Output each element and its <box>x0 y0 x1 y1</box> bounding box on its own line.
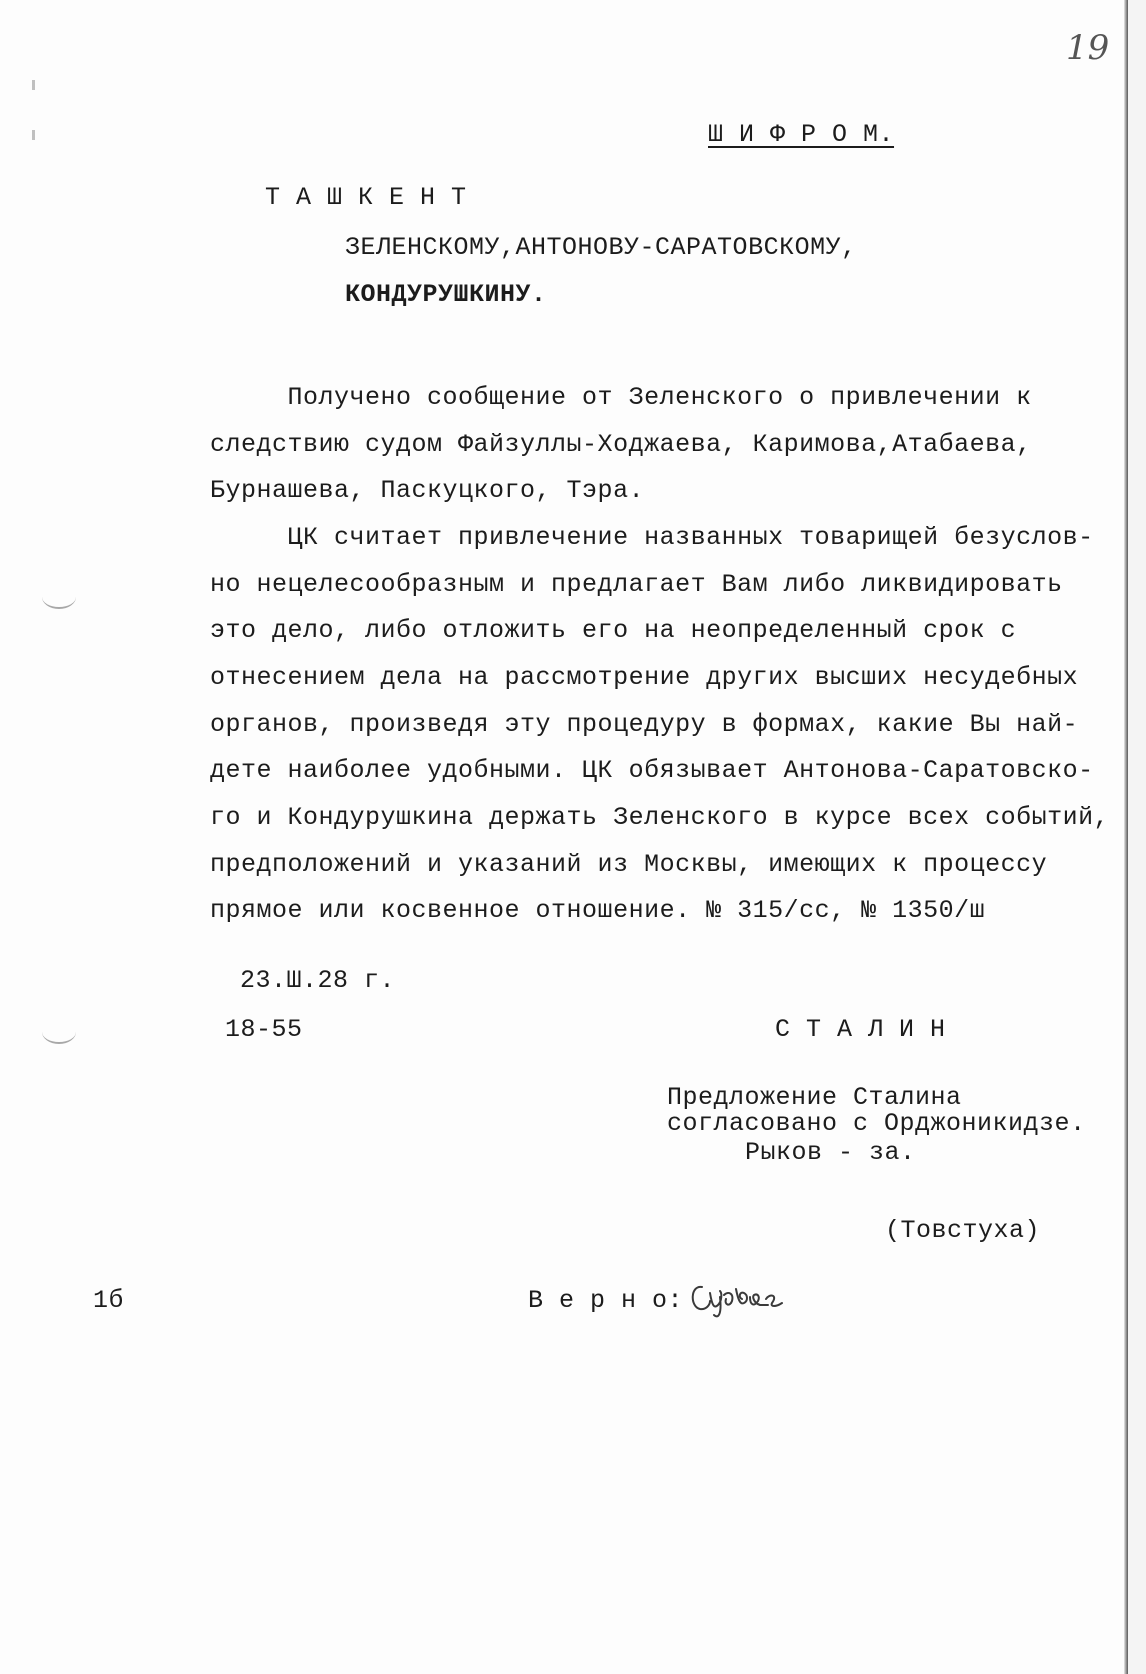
copy-count: 1б <box>93 1286 125 1315</box>
body-line: это дело, либо отложить его на неопределенный срок с <box>210 616 1017 645</box>
punch-hole <box>42 585 76 609</box>
certified-label: В е р н о: <box>528 1286 684 1315</box>
address-recipients-line1: ЗЕЛЕНСКОМУ,АНТОНОВУ-САРАТОВСКОМУ, <box>345 233 857 262</box>
approval-note-line3: Рыков - за. <box>745 1138 916 1167</box>
scan-mark <box>32 80 35 90</box>
document-time: 18-55 <box>225 1015 303 1044</box>
body-line: Получено сообщение от Зеленского о привлечении к <box>210 383 1032 412</box>
body-line: дете наиболее удобными. ЦК обязывает Антонова-Саратовско- <box>210 756 1094 785</box>
body-line: отнесением дела на рассмотрение других высших несудебных <box>210 663 1079 692</box>
body-line: следствию судом Файзуллы-Ходжаева, Каримова,Атабаева, <box>210 430 1032 459</box>
scan-mark <box>32 130 35 140</box>
document-date: 23.Ш.28 г. <box>240 966 396 995</box>
body-line: органов, произведя эту процедуру в формах, какие Вы най- <box>210 710 1079 739</box>
paper-edge-shadow <box>1124 0 1128 1674</box>
secretary-name: (Товстуха) <box>885 1216 1041 1245</box>
cipher-mark: Ш И Ф Р О М. <box>708 120 895 149</box>
approval-note-line2: согласовано с Орджоникидзе. <box>667 1109 1086 1138</box>
archive-page-number: 19 <box>1066 28 1110 68</box>
approval-note-line1: Предложение Сталина <box>667 1083 962 1112</box>
handwritten-signature <box>688 1275 808 1320</box>
address-recipients-line2: КОНДУРУШКИНУ. <box>345 280 547 309</box>
body-line: ЦК считает привлечение названных товарищей безуслов- <box>210 523 1094 552</box>
body-line: го и Кондурушкина держать Зеленского в курсе всех событий, <box>210 803 1110 832</box>
punch-hole <box>42 1020 76 1044</box>
body-line: прямое или косвенное отношение. № 315/сс, № 1350/ш <box>210 896 986 925</box>
scan-edge <box>1128 0 1146 1674</box>
signatory-name: С Т А Л И Н <box>775 1015 946 1044</box>
body-line: Бурнашева, Паскуцкого, Тэра. <box>210 476 645 505</box>
body-line: но нецелесообразным и предлагает Вам либо ликвидировать <box>210 570 1063 599</box>
body-line: предположений и указаний из Москвы, имеющих к процессу <box>210 850 1048 879</box>
address-city: Т А Ш К Е Н Т <box>265 183 467 212</box>
